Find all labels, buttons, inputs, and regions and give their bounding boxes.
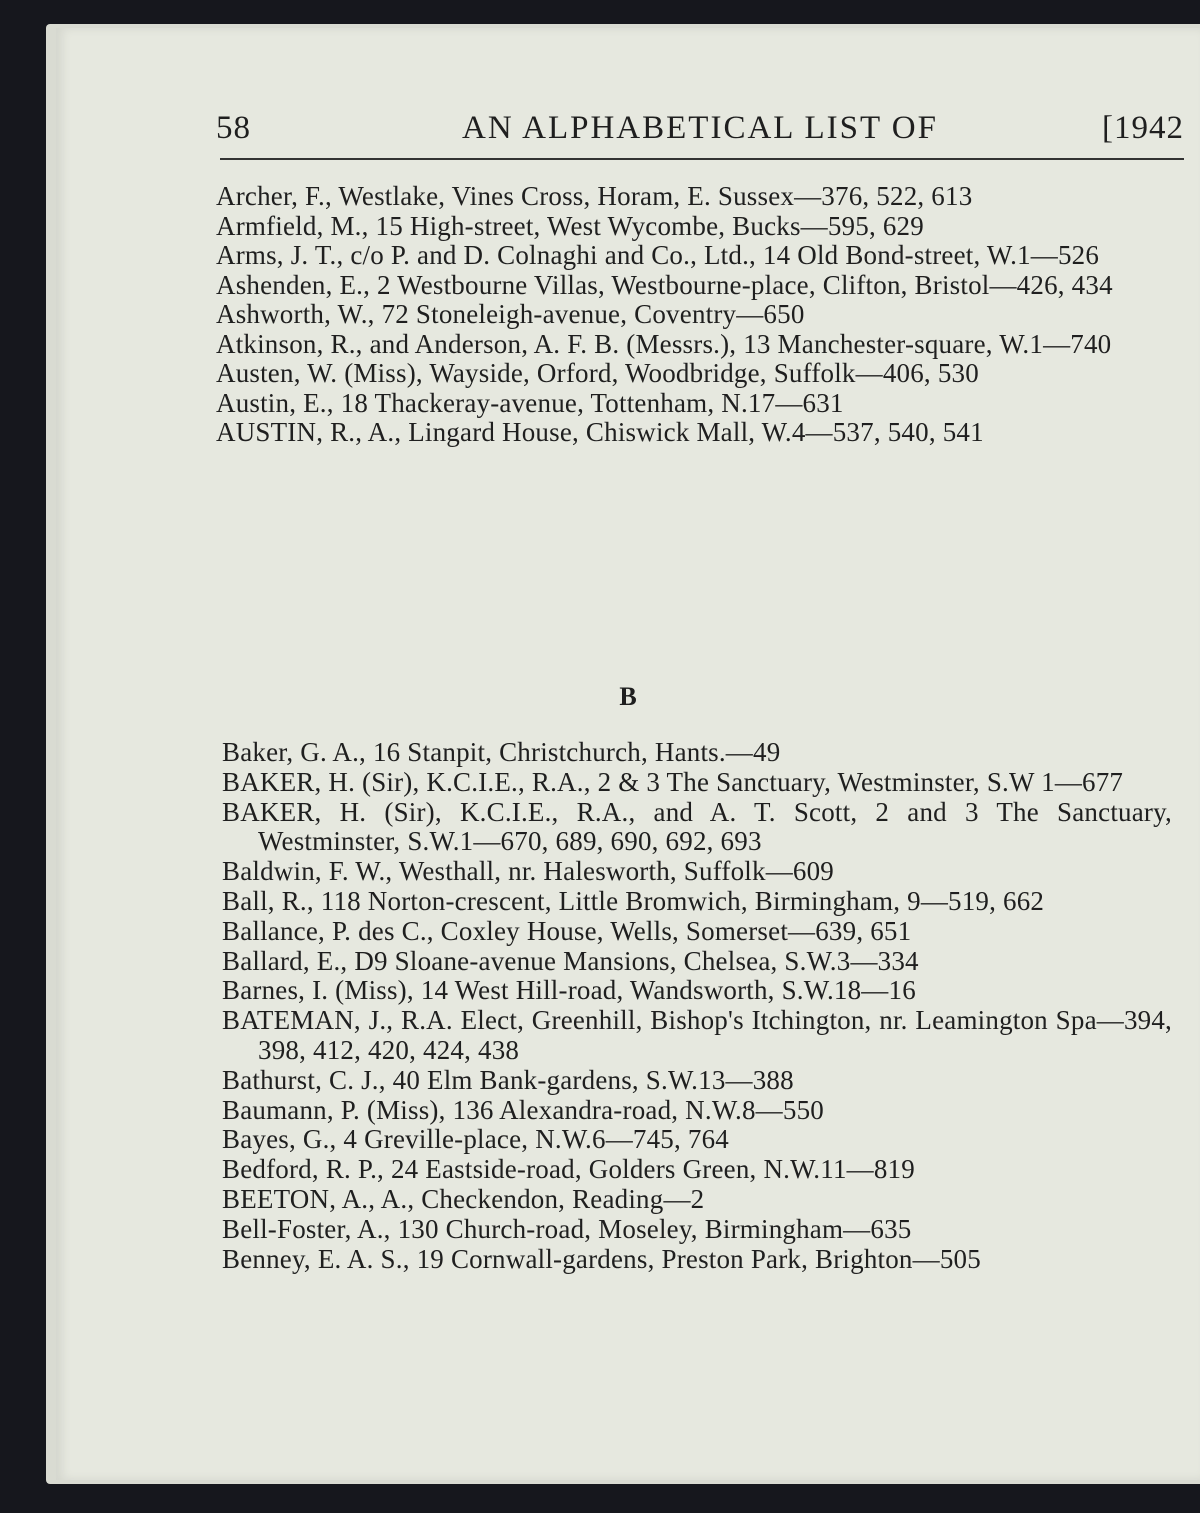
list-entry: BAKER, H. (Sir), K.C.I.E., R.A., 2 & 3 The Sanctuary, Westminster, S.W 1—677	[222, 766, 1124, 797]
header-rule	[220, 158, 1184, 160]
list-entry: Benney, E. A. S., 19 Cornwall-gardens, Preston Park, Brighton—505	[222, 1243, 981, 1274]
section-heading: B	[619, 682, 637, 711]
list-entry: Barnes, I. (Miss), 14 West Hill-road, Wandsworth, S.W.18—16	[222, 975, 916, 1006]
year-label: [1942	[1102, 110, 1184, 146]
list-entry: Archer, F., Westlake, Vines Cross, Horam, E. Sussex—376, 522, 613	[216, 181, 973, 211]
list-entry: Bedford, R. P., 24 Eastside-road, Golders Green, N.W.11—819	[222, 1154, 915, 1185]
list-entry: Austen, W. (Miss), Wayside, Orford, Woodbridge, Suffolk—406, 530	[216, 358, 979, 388]
page-number: 58	[216, 110, 251, 146]
list-entry: Ashworth, W., 72 Stoneleigh-avenue, Coventry—650	[216, 299, 805, 329]
page-title: AN ALPHABETICAL LIST OF	[462, 110, 938, 146]
list-entry: Bathurst, C. J., 40 Elm Bank-gardens, S.W.13—388	[222, 1064, 794, 1095]
list-entry: Arms, J. T., c/o P. and D. Colnaghi and Co., Ltd., 14 Old Bond-street, W.1—526	[216, 240, 1100, 270]
list-entry: Armfield, M., 15 High-street, West Wycombe, Bucks—595, 629	[216, 210, 924, 241]
list-entry: Ball, R., 118 Norton-crescent, Little Bromwich, Birmingham, 9—519, 662	[222, 885, 1045, 916]
list-entry: BEETON, A., A., Checkendon, Reading—2	[222, 1183, 705, 1214]
list-entry: Bayes, G., 4 Greville-place, N.W.6—745, 764	[222, 1124, 729, 1155]
list-entry: Atkinson, R., and Anderson, A. F. B. (Messrs.), 13 Manchester-square, W.1—740	[216, 328, 1112, 359]
list-entry: Baldwin, F. W., Westhall, nr. Halesworth, Suffolk—609	[222, 856, 835, 887]
list-entry: Ashenden, E., 2 Westbourne Villas, Westbourne-place, Clifton, Bristol—426, 434	[216, 269, 1113, 300]
section-b-list	[222, 738, 1172, 1274]
list-entry: AUSTIN, R., A., Lingard House, Chiswick Mall, W.4—537, 540, 541	[216, 417, 984, 447]
list-entry: Baumann, P. (Miss), 136 Alexandra-road, N.W.8—550	[222, 1094, 824, 1125]
list-entry: Ballance, P. des C., Coxley House, Wells, Somerset—639, 651	[222, 915, 912, 946]
list-entry: BATEMAN, J., R.A. Elect, Greenhill, Bishop's Itchington, nr. Leamington Spa—394, 398, 412, 420, 424, 438	[222, 1005, 1172, 1065]
list-entry: Austin, E., 18 Thackeray-avenue, Tottenham, N.17—631	[216, 387, 844, 418]
list-entry: Baker, G. A., 16 Stanpit, Christchurch, Hants.—49	[222, 737, 781, 767]
list-entry: Ballard, E., D9 Sloane-avenue Mansions, Chelsea, S.W.3—334	[222, 945, 919, 976]
list-entry: BAKER, H. (Sir), K.C.I.E., R.A., and A. T. Scott, 2 and 3 The Sanctuary, Westminster, S.W.1—670, 689, 690, 692, 693	[222, 796, 1172, 857]
section-a-list	[216, 182, 1186, 448]
list-entry: Bell-Foster, A., 130 Church-road, Moseley, Birmingham—635	[222, 1213, 912, 1244]
book-page	[56, 28, 1200, 1480]
